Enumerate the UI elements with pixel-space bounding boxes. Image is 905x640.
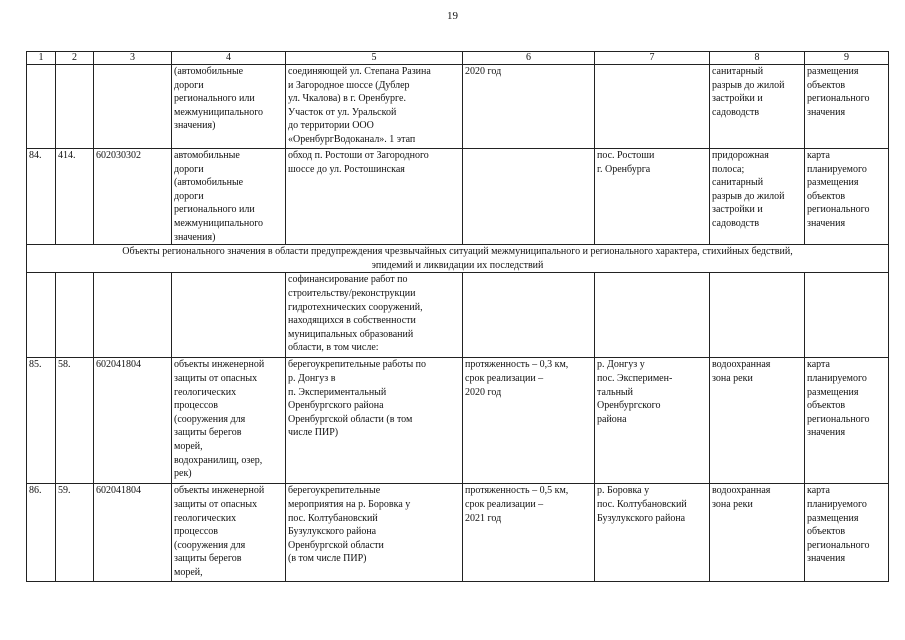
zone-cell: санитарный разрыв до жилой застройки и садоводств <box>710 65 805 149</box>
location-cell <box>595 273 710 358</box>
item-number-cell: 59. <box>56 484 94 582</box>
table-row-cofinancing <box>27 273 889 358</box>
column-header: 3 <box>94 52 172 65</box>
section-heading-row <box>27 245 889 273</box>
characteristics-cell <box>463 273 595 358</box>
characteristics-cell <box>463 149 595 245</box>
column-header: 9 <box>805 52 889 65</box>
item-number-cell <box>56 273 94 358</box>
column-number-header-row <box>27 52 889 65</box>
map-cell: размещения объектов регионального значения <box>805 65 889 149</box>
table-row-86 <box>27 484 889 582</box>
characteristics-cell: протяженность – 0,5 км, срок реализации – 2021 год <box>463 484 595 582</box>
code-cell: 602041804 <box>94 358 172 484</box>
characteristics-cell: протяженность – 0,3 км, срок реализации – 2020 год <box>463 358 595 484</box>
location-cell: р. Донгуз у пос. Эксперимен- тальный Оренбургского района <box>595 358 710 484</box>
table-row-85 <box>27 358 889 484</box>
item-number-cell: 414. <box>56 149 94 245</box>
zone-cell: придорожная полоса; санитарный разрыв до жилой застройки и садоводств <box>710 149 805 245</box>
row-number-cell: 85. <box>27 358 56 484</box>
map-cell <box>805 273 889 358</box>
object-name-cell: обход п. Ростоши от Загородного шоссе до ул. Ростошинская <box>286 149 463 245</box>
item-number-cell <box>56 65 94 149</box>
object-name-cell: соединяющей ул. Степана Разина и Загородное шоссе (Дублер ул. Чкалова) в г. Оренбурге. Участок от ул. Уральской до территории ООО «ОренбургВодоканал». 1 этап <box>286 65 463 149</box>
code-cell: 602041804 <box>94 484 172 582</box>
code-cell <box>94 65 172 149</box>
object-type-cell <box>172 273 286 358</box>
code-cell <box>94 273 172 358</box>
table-row-84 <box>27 149 889 245</box>
object-name-cell: софинансирование работ по строительству/реконструкции гидротехнических сооружений, находящихся в собственности муниципальных образований области, в том числе: <box>286 273 463 358</box>
column-header: 1 <box>27 52 56 65</box>
zone-cell: водоохранная зона реки <box>710 484 805 582</box>
table-row-continuation <box>27 65 889 149</box>
map-cell: карта планируемого размещения объектов регионального значения <box>805 484 889 582</box>
column-header: 2 <box>56 52 94 65</box>
location-cell: пос. Ростоши г. Оренбурга <box>595 149 710 245</box>
object-name-cell: берегоукрепительные работы по р. Донгуз в п. Экспериментальный Оренбургского района Оренбургской области (в том числе ПИР) <box>286 358 463 484</box>
column-header: 8 <box>710 52 805 65</box>
zone-cell: водоохранная зона реки <box>710 358 805 484</box>
column-header: 7 <box>595 52 710 65</box>
regional-objects-table <box>26 51 889 582</box>
object-type-cell: объекты инженерной защиты от опасных геологических процессов (сооружения для защиты берегов морей, водохранилищ, озер, рек) <box>172 358 286 484</box>
page-number: 19 <box>447 10 458 22</box>
item-number-cell: 58. <box>56 358 94 484</box>
map-cell: карта планируемого размещения объектов регионального значения <box>805 149 889 245</box>
row-number-cell: 84. <box>27 149 56 245</box>
object-name-cell: берегоукрепительные мероприятия на р. Боровка у пос. Колтубановский Бузулукского района Оренбургской области (в том числе ПИР) <box>286 484 463 582</box>
column-header: 5 <box>286 52 463 65</box>
row-number-cell: 86. <box>27 484 56 582</box>
column-header: 4 <box>172 52 286 65</box>
location-cell: р. Боровка у пос. Колтубановский Бузулукского района <box>595 484 710 582</box>
object-type-cell: (автомобильные дороги регионального или межмуниципального значения) <box>172 65 286 149</box>
map-cell: карта планируемого размещения объектов регионального значения <box>805 358 889 484</box>
characteristics-cell: 2020 год <box>463 65 595 149</box>
location-cell <box>595 65 710 149</box>
zone-cell <box>710 273 805 358</box>
row-number-cell <box>27 273 56 358</box>
object-type-cell: объекты инженерной защиты от опасных геологических процессов (сооружения для защиты берегов морей, <box>172 484 286 582</box>
object-type-cell: автомобильные дороги (автомобильные дороги регионального или межмуниципального значения) <box>172 149 286 245</box>
row-number-cell <box>27 65 56 149</box>
section-heading: Объекты регионального значения в области предупреждения чрезвычайных ситуаций межмуниципального и регионального характера, стихийных бедствий, эпидемий и ликвидации их последствий <box>27 245 889 273</box>
column-header: 6 <box>463 52 595 65</box>
code-cell: 602030302 <box>94 149 172 245</box>
